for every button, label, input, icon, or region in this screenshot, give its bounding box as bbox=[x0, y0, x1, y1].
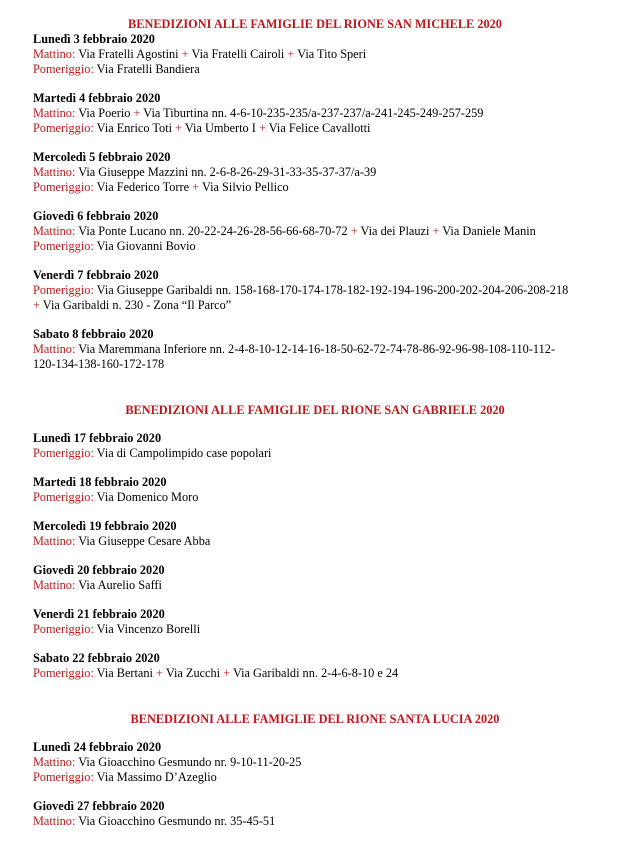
schedule-day bbox=[33, 32, 625, 77]
schedule-line bbox=[33, 121, 625, 136]
street-text: Via Bertani bbox=[96, 666, 153, 680]
schedule-line bbox=[33, 357, 625, 372]
day-date: Venerdì 21 febbraio 2020 bbox=[33, 607, 165, 621]
schedule-line bbox=[33, 814, 625, 829]
plus-separator: + bbox=[350, 224, 358, 238]
plus-separator: + bbox=[432, 224, 440, 238]
day-date: Lunedì 3 febbraio 2020 bbox=[33, 32, 155, 46]
street-text: Via Enrico Toti bbox=[96, 121, 173, 135]
plus-separator: + bbox=[287, 47, 295, 61]
time-label: Pomeriggio: bbox=[33, 180, 94, 194]
schedule-line bbox=[33, 106, 625, 121]
schedule-line bbox=[33, 755, 625, 770]
schedule-day bbox=[33, 740, 625, 785]
day-date: Giovedì 20 febbraio 2020 bbox=[33, 563, 165, 577]
schedule-day bbox=[33, 475, 625, 505]
plus-separator: + bbox=[192, 180, 200, 194]
schedule-day bbox=[33, 651, 625, 681]
street-text: Via Fratelli Agostini bbox=[78, 47, 179, 61]
time-label: Pomeriggio: bbox=[33, 239, 94, 253]
plus-separator: + bbox=[156, 666, 163, 680]
section-san-gabriele bbox=[33, 403, 625, 695]
time-label: Mattino: bbox=[33, 106, 76, 120]
time-label: Mattino: bbox=[33, 578, 76, 592]
time-label: Pomeriggio: bbox=[33, 283, 94, 297]
schedule-day bbox=[33, 91, 625, 136]
street-text: Via Felice Cavallotti bbox=[268, 121, 371, 135]
day-date: Mercoledì 5 febbraio 2020 bbox=[33, 150, 171, 164]
schedule-day bbox=[33, 607, 625, 637]
schedule-line bbox=[33, 666, 625, 681]
street-text: Via Gioacchino Gesmundo nr. 9-10-11-20-25 bbox=[78, 755, 302, 769]
schedule-day bbox=[33, 268, 625, 313]
day-date: Venerdì 7 febbraio 2020 bbox=[33, 268, 159, 282]
plus-separator: + bbox=[133, 106, 141, 120]
street-text: Via Garibaldi nn. 2-4-6-8-10 e 24 bbox=[232, 666, 399, 680]
day-date: Martedì 18 febbraio 2020 bbox=[33, 475, 167, 489]
schedule-day bbox=[33, 327, 625, 372]
plus-separator: + bbox=[181, 47, 189, 61]
day-date: Sabato 8 febbraio 2020 bbox=[33, 327, 154, 341]
schedule-line bbox=[33, 534, 625, 549]
schedule-day bbox=[33, 519, 625, 549]
schedule-line bbox=[33, 283, 625, 298]
street-text: Via Zucchi bbox=[165, 666, 221, 680]
schedule-day bbox=[33, 209, 625, 254]
schedule-line bbox=[33, 578, 625, 593]
time-label: Mattino: bbox=[33, 814, 76, 828]
schedule-line bbox=[33, 180, 625, 195]
plus-separator: + bbox=[258, 121, 266, 135]
section-san-michele bbox=[33, 17, 625, 386]
street-text: Via Maremmana Inferiore nn. 2-4-8-10-12-14-16-18-50-62-72-74-78-86-92-96-98-108-110-112- bbox=[78, 342, 555, 356]
street-text: Via Vincenzo Borelli bbox=[96, 622, 201, 636]
schedule-line bbox=[33, 298, 625, 313]
street-text: Via Gioacchino Gesmundo nr. 35-45-51 bbox=[78, 814, 276, 828]
section-title: BENEDIZIONI ALLE FAMIGLIE DEL RIONE SAN GABRIELE 2020 bbox=[125, 403, 505, 417]
street-text: Via Silvio Pellico bbox=[201, 180, 289, 194]
day-date: Mercoledì 19 febbraio 2020 bbox=[33, 519, 177, 533]
street-text: 120-134-138-160-172-178 bbox=[33, 357, 165, 371]
street-text: Via Giuseppe Mazzini nn. 2-6-8-26-29-31-33-35-37-37/a-39 bbox=[78, 165, 377, 179]
time-label: Mattino: bbox=[33, 342, 76, 356]
street-text: Via Umberto I bbox=[184, 121, 256, 135]
street-text: Via Giuseppe Cesare Abba bbox=[78, 534, 211, 548]
schedule-line bbox=[33, 47, 625, 62]
schedule-day bbox=[33, 563, 625, 593]
street-text: Via di Campolimpido case popolari bbox=[96, 446, 272, 460]
street-text: Via Massimo D’Azeglio bbox=[96, 770, 217, 784]
time-label: Pomeriggio: bbox=[33, 62, 94, 76]
street-text: Via Tiburtina nn. 4-6-10-235-235/a-237-237/a-241-245-249-257-259 bbox=[143, 106, 484, 120]
street-text: Via Giovanni Bovio bbox=[96, 239, 196, 253]
street-text: Via Fratelli Bandiera bbox=[96, 62, 200, 76]
day-date: Giovedì 6 febbraio 2020 bbox=[33, 209, 159, 223]
schedule-day bbox=[33, 799, 625, 829]
street-text: Via Poerio bbox=[78, 106, 131, 120]
plus-separator: + bbox=[175, 121, 183, 135]
section-santa-lucia bbox=[33, 712, 625, 843]
day-date: Martedì 4 febbraio 2020 bbox=[33, 91, 161, 105]
time-label: Mattino: bbox=[33, 165, 76, 179]
schedule-line bbox=[33, 224, 625, 239]
time-label: Pomeriggio: bbox=[33, 121, 94, 135]
section-title: BENEDIZIONI ALLE FAMIGLIE DEL RIONE SAN MICHELE 2020 bbox=[128, 17, 502, 31]
street-text: Via Tito Speri bbox=[297, 47, 367, 61]
plus-separator: + bbox=[33, 298, 40, 312]
section-title: BENEDIZIONI ALLE FAMIGLIE DEL RIONE SANTA LUCIA 2020 bbox=[130, 712, 500, 726]
schedule-line bbox=[33, 239, 625, 254]
schedule-line bbox=[33, 342, 625, 357]
street-text: Via Daniele Manin bbox=[442, 224, 536, 238]
day-date: Giovedì 27 febbraio 2020 bbox=[33, 799, 165, 813]
schedule-line bbox=[33, 622, 625, 637]
day-date: Lunedì 24 febbraio 2020 bbox=[33, 740, 162, 754]
schedule-line bbox=[33, 165, 625, 180]
street-text: Via Ponte Lucano nn. 20-22-24-26-28-56-66-68-70-72 bbox=[78, 224, 348, 238]
street-text: Via Federico Torre bbox=[96, 180, 190, 194]
time-label: Mattino: bbox=[33, 534, 76, 548]
plus-separator: + bbox=[223, 666, 231, 680]
street-text: Via Fratelli Cairoli bbox=[191, 47, 285, 61]
street-text: Via Garibaldi n. 230 - Zona “Il Parco” bbox=[42, 298, 232, 312]
time-label: Pomeriggio: bbox=[33, 666, 94, 680]
time-label: Mattino: bbox=[33, 224, 76, 238]
time-label: Pomeriggio: bbox=[33, 770, 94, 784]
schedule-day bbox=[33, 431, 625, 461]
street-text: Via Aurelio Saffi bbox=[78, 578, 162, 592]
time-label: Mattino: bbox=[33, 755, 76, 769]
day-date: Sabato 22 febbraio 2020 bbox=[33, 651, 160, 665]
schedule-day bbox=[33, 150, 625, 195]
time-label: Mattino: bbox=[33, 47, 76, 61]
schedule-line bbox=[33, 446, 625, 461]
day-date: Lunedì 17 febbraio 2020 bbox=[33, 431, 162, 445]
time-label: Pomeriggio: bbox=[33, 446, 94, 460]
time-label: Pomeriggio: bbox=[33, 490, 94, 504]
street-text: Via Domenico Moro bbox=[96, 490, 199, 504]
schedule-line bbox=[33, 62, 625, 77]
schedule-line bbox=[33, 770, 625, 785]
schedule-line bbox=[33, 490, 625, 505]
street-text: Via Giuseppe Garibaldi nn. 158-168-170-174-178-182-192-194-196-200-202-204-206-208-218 bbox=[96, 283, 569, 297]
street-text: Via dei Plauzi bbox=[360, 224, 433, 238]
time-label: Pomeriggio: bbox=[33, 622, 94, 636]
